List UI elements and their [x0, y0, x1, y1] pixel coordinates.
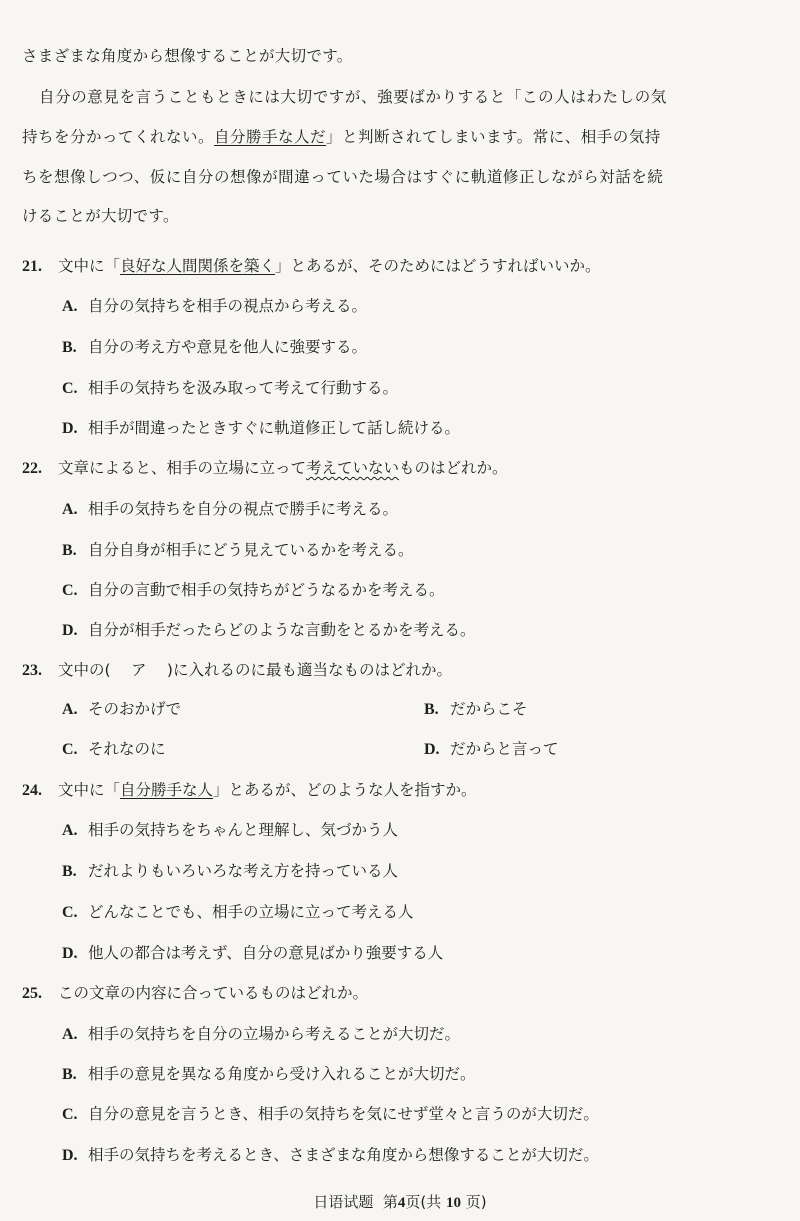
question-25 [22, 982, 368, 1004]
option-text: 相手の気持ちを汲み取って考えて行動する。 [88, 379, 399, 397]
question-number: 21. [22, 258, 42, 275]
option-25-a[interactable] [62, 1023, 460, 1045]
option-letter: D. [62, 420, 78, 437]
question-text: 」とあるが、そのためにはどうすればいいか。 [275, 257, 601, 275]
question-text: 文中に「 [58, 257, 121, 275]
question-22 [22, 457, 508, 479]
option-text: 自分の言動で相手の気持ちがどうなるかを考える。 [88, 581, 445, 599]
option-23-b[interactable] [424, 698, 528, 720]
option-letter: C. [62, 741, 78, 758]
option-text: 相手の意見を異なる角度から受け入れることが大切だ。 [88, 1065, 476, 1083]
total-pages: 10 [446, 1195, 462, 1211]
question-text: 文章によると、相手の立場に立って [58, 459, 307, 477]
option-24-a[interactable] [62, 819, 398, 841]
option-letter: A. [62, 501, 78, 518]
option-text: 相手の気持ちをちゃんと理解し、気づかう人 [88, 821, 399, 839]
passage-line-1: さまざまな角度から想像することが大切です。 [22, 47, 353, 65]
passage-line-3 [22, 126, 661, 148]
option-letter: D. [62, 622, 78, 639]
option-24-b[interactable] [62, 860, 398, 882]
option-text: 相手が間違ったときすぐに軌道修正して話し続ける。 [88, 419, 461, 437]
option-letter: B. [62, 1066, 77, 1083]
option-letter: B. [62, 542, 77, 559]
option-21-d[interactable] [62, 417, 460, 439]
option-23-d[interactable] [424, 738, 559, 760]
option-letter: D. [424, 741, 440, 758]
option-21-a[interactable] [62, 295, 367, 317]
option-letter: C. [62, 380, 78, 397]
question-text: この文章の内容に合っているものはどれか。 [58, 984, 369, 1002]
option-25-d[interactable] [62, 1144, 599, 1166]
footer-text: 第 [382, 1193, 398, 1211]
passage-line-2: 自分の意見を言うこともときには大切ですが、強要ばかりすると「この人はわたしの気 [39, 88, 667, 106]
passage-line-4: ちを想像しつつ、仮に自分の想像が間違っていた場合はすぐに軌道修正しながら対話を続 [22, 168, 664, 186]
page-number: 4 [397, 1195, 406, 1211]
option-letter: C. [62, 1106, 78, 1123]
underlined-phrase: 自分勝手な人 [120, 781, 214, 799]
option-24-c[interactable] [62, 901, 414, 923]
option-22-a[interactable] [62, 498, 398, 520]
option-text: だからと言って [450, 740, 559, 758]
option-letter: C. [62, 904, 78, 921]
option-23-a[interactable] [62, 698, 181, 720]
option-letter: D. [62, 1147, 78, 1164]
option-text: 自分の考え方や意見を他人に強要する。 [88, 338, 368, 356]
option-letter: A. [62, 298, 78, 315]
question-number: 25. [22, 985, 42, 1002]
page-footer [0, 1191, 800, 1214]
underlined-phrase: 考えていない [306, 459, 400, 477]
option-text: それなのに [88, 740, 166, 758]
question-text: 文中に「 [58, 781, 121, 799]
question-number: 22. [22, 460, 42, 477]
option-text: そのおかげで [88, 700, 182, 718]
question-21 [22, 255, 601, 277]
option-letter: B. [62, 863, 77, 880]
option-text: 自分の意見を言うとき、相手の気持ちを気にせず堂々と言うのが大切だ。 [88, 1105, 599, 1123]
option-letter: B. [62, 339, 77, 356]
footer-text: 页) [461, 1193, 487, 1211]
option-25-c[interactable] [62, 1103, 599, 1125]
option-text: 他人の都合は考えず、自分の意見ばかり強要する人 [88, 944, 444, 962]
option-text: 自分の気持ちを相手の視点から考える。 [88, 297, 368, 315]
option-24-d[interactable] [62, 942, 443, 964]
option-text: 自分自身が相手にどう見えているかを考える。 [88, 541, 414, 559]
option-25-b[interactable] [62, 1063, 476, 1085]
question-text: 文中の( ア )に入れるのに最も適当なものはどれか。 [58, 661, 452, 679]
passage-text: 」と判断されてしまいます。常に、相手の気持 [326, 128, 661, 146]
option-letter: A. [62, 822, 78, 839]
question-number: 23. [22, 662, 42, 679]
question-23 [22, 659, 452, 681]
option-22-d[interactable] [62, 619, 476, 641]
option-22-c[interactable] [62, 579, 445, 601]
question-number: 24. [22, 782, 42, 799]
option-letter: A. [62, 1026, 78, 1043]
option-text: 自分が相手だったらどのような言動をとるかを考える。 [88, 621, 476, 639]
option-letter: D. [62, 945, 78, 962]
option-21-b[interactable] [62, 336, 367, 358]
option-22-b[interactable] [62, 539, 414, 561]
option-text: 相手の気持ちを考えるとき、さまざまな角度から想像することが大切だ。 [88, 1146, 599, 1164]
option-letter: B. [424, 701, 439, 718]
underlined-phrase: 良好な人間関係を築く [120, 257, 276, 275]
question-text: ものはどれか。 [399, 459, 508, 477]
underlined-phrase: 自分勝手な人だ [214, 128, 327, 146]
footer-text: 页(共 [405, 1193, 447, 1211]
option-text: だれよりもいろいろな考え方を持っている人 [88, 862, 399, 880]
passage-text: 持ちを分かってくれない。 [22, 128, 215, 146]
option-text: どんなことでも、相手の立場に立って考える人 [88, 903, 414, 921]
option-23-c[interactable] [62, 738, 166, 760]
option-21-c[interactable] [62, 377, 398, 399]
passage-line-5: けることが大切です。 [22, 207, 179, 225]
footer-subject: 日语试题 [313, 1193, 374, 1211]
question-24 [22, 779, 477, 801]
question-text: 」とあるが、どのような人を指すか。 [213, 781, 477, 799]
option-text: だからこそ [450, 700, 528, 718]
option-text: 相手の気持ちを自分の視点で勝手に考える。 [88, 500, 399, 518]
option-letter: A. [62, 701, 78, 718]
option-text: 相手の気持ちを自分の立場から考えることが大切だ。 [88, 1025, 461, 1043]
option-letter: C. [62, 582, 78, 599]
